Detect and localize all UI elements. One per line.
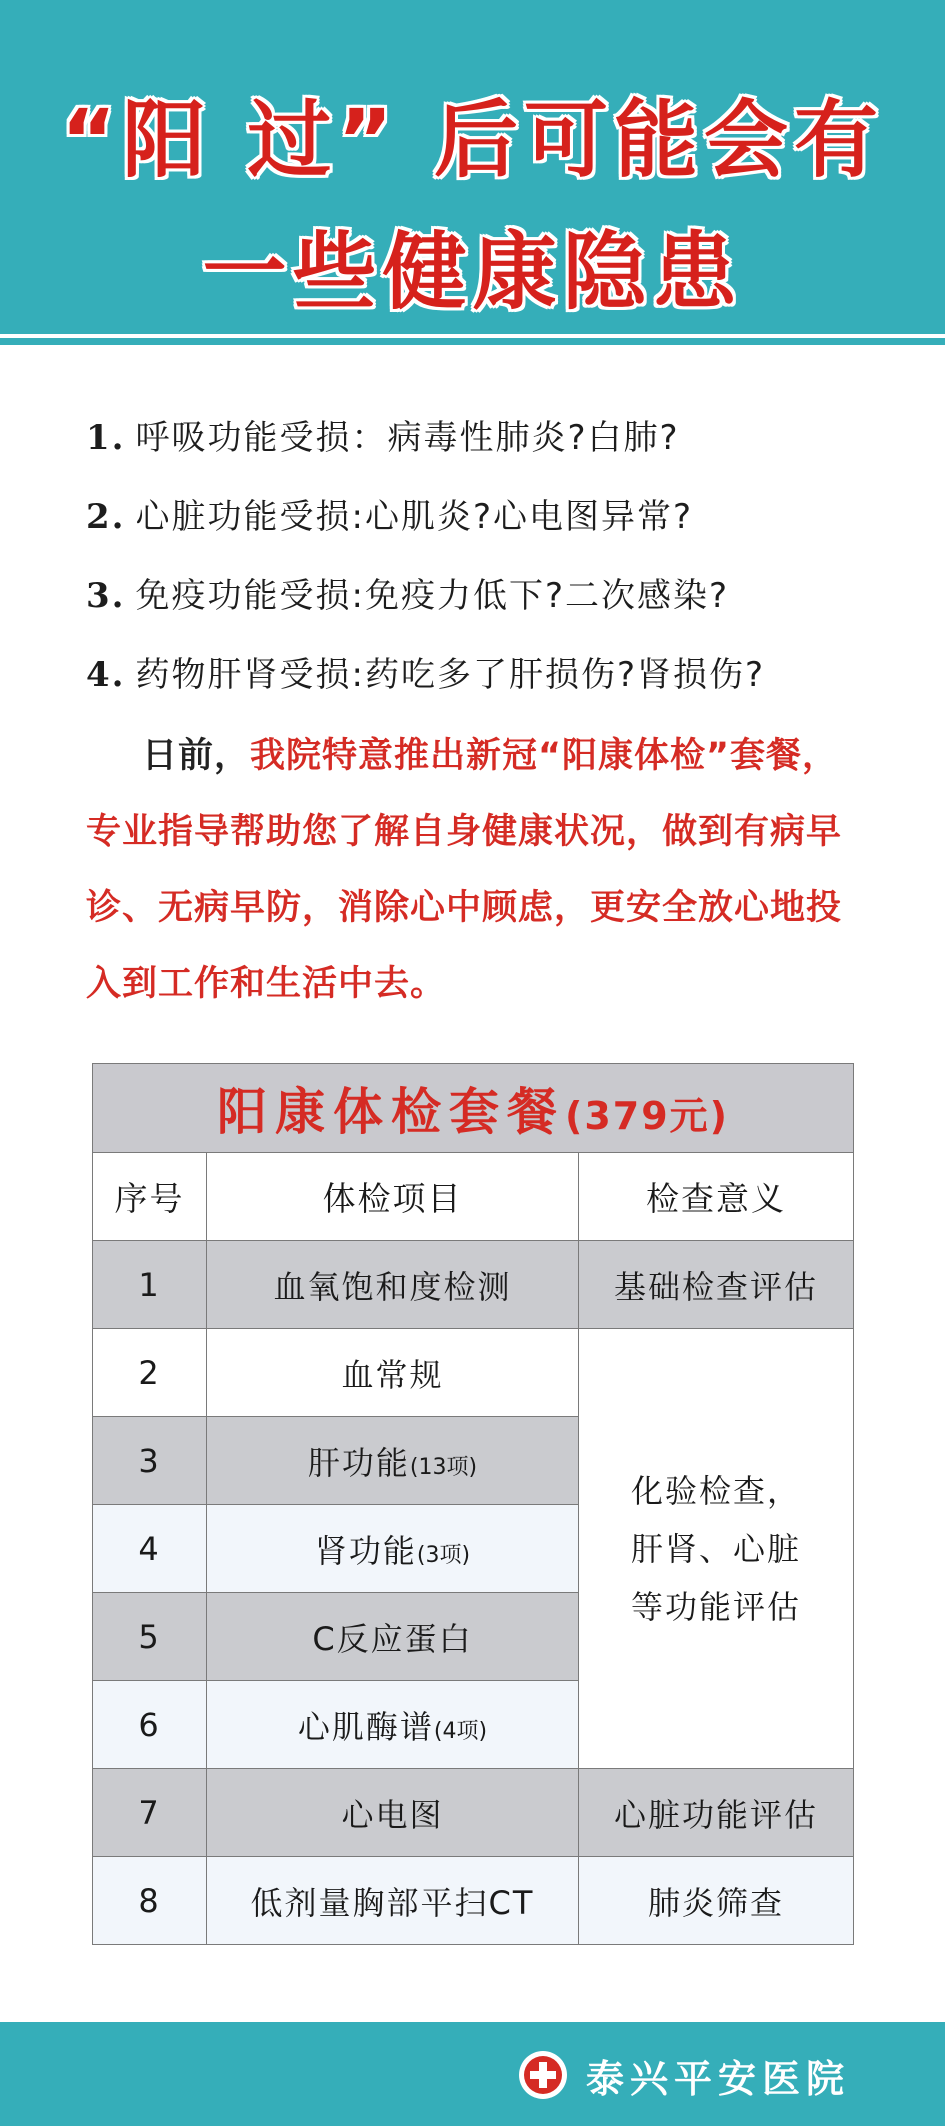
hospital-name: 泰兴平安医院: [585, 2055, 850, 2101]
row-item-cell: [207, 1681, 579, 1769]
table-row: [93, 1329, 854, 1417]
issue-number: 2.: [86, 497, 126, 537]
issue-text: 药物肝肾受损:药吃多了肝损伤?肾损伤?: [135, 655, 766, 695]
intro-body: 我院特意推出新冠“阳康体检”套餐，专业指导帮助您了解自身健康状况，做到有病早诊、无病早防，消除心中顾虑，更安全放心地投入到工作和生活中去。: [86, 736, 843, 1004]
row-number: 6: [93, 1681, 207, 1769]
issue-number: 3.: [86, 576, 126, 616]
row-number: 7: [93, 1769, 207, 1857]
issue-item: [86, 645, 886, 724]
row-number: 2: [93, 1329, 207, 1417]
package-title: [93, 1064, 854, 1153]
row-number: 5: [93, 1593, 207, 1681]
header-banner: [0, 0, 945, 345]
table-row: [93, 1769, 854, 1857]
row-number: 1: [93, 1241, 207, 1329]
row-item: 肝功能: [307, 1443, 410, 1482]
row-item: 心电图: [207, 1769, 579, 1857]
meaning-line: 肝肾、心脏: [631, 1529, 802, 1568]
column-header-item: 体检项目: [207, 1153, 579, 1241]
row-number: 8: [93, 1857, 207, 1945]
intro-lead: 日前，: [142, 736, 251, 776]
row-item: 血氧饱和度检测: [207, 1241, 579, 1329]
issue-text: 心脏功能受损:心肌炎?心电图异常?: [135, 497, 694, 537]
issue-number: 4.: [86, 655, 126, 695]
row-item-cell: [207, 1505, 579, 1593]
row-number: 3: [93, 1417, 207, 1505]
row-item-cell: [207, 1417, 579, 1505]
table-row: [93, 1241, 854, 1329]
row-item: 低剂量胸部平扫CT: [207, 1857, 579, 1945]
row-meaning: 心脏功能评估: [579, 1769, 854, 1857]
header-divider: [0, 334, 945, 338]
row-item: 肾功能: [314, 1531, 417, 1570]
issue-list: [86, 408, 886, 724]
table-header-row: [93, 1153, 854, 1241]
headline-line-2: 一些健康隐患: [202, 223, 743, 321]
issue-item: [86, 566, 886, 645]
issue-item: [86, 408, 886, 487]
row-item-note: (4项): [433, 1718, 488, 1744]
row-item: C反应蛋白: [207, 1593, 579, 1681]
row-meaning: 肺炎筛查: [579, 1857, 854, 1945]
issue-number: 1.: [86, 418, 126, 458]
row-item-note: (13项): [409, 1454, 478, 1480]
hospital-brand: [518, 2049, 850, 2101]
intro-paragraph: [86, 718, 861, 1022]
column-header-meaning: 检查意义: [579, 1153, 854, 1241]
package-table: [92, 1063, 854, 1945]
meaning-line: 等功能评估: [631, 1587, 802, 1626]
row-item-note: (3项): [416, 1542, 471, 1568]
footer-banner: [0, 2022, 945, 2126]
row-item: 血常规: [207, 1329, 579, 1417]
issue-item: [86, 487, 886, 566]
issue-text: 免疫功能受损:免疫力低下?二次感染?: [135, 576, 730, 616]
package-name: 阳康体检套餐: [216, 1083, 565, 1141]
issue-text: 呼吸功能受损：病毒性肺炎?白肺?: [135, 418, 680, 458]
table-row: [93, 1857, 854, 1945]
package-price: (379元): [564, 1094, 730, 1138]
red-cross-icon: [518, 2050, 568, 2100]
row-meaning: 基础检查评估: [579, 1241, 854, 1329]
merged-meaning-cell: [579, 1329, 854, 1769]
row-number: 4: [93, 1505, 207, 1593]
meaning-line: 化验检查，: [631, 1471, 802, 1510]
row-item: 心肌酶谱: [297, 1707, 434, 1746]
column-header-no: 序号: [93, 1153, 207, 1241]
headline-line-1: “阳 过” 后可能会有: [61, 91, 884, 189]
